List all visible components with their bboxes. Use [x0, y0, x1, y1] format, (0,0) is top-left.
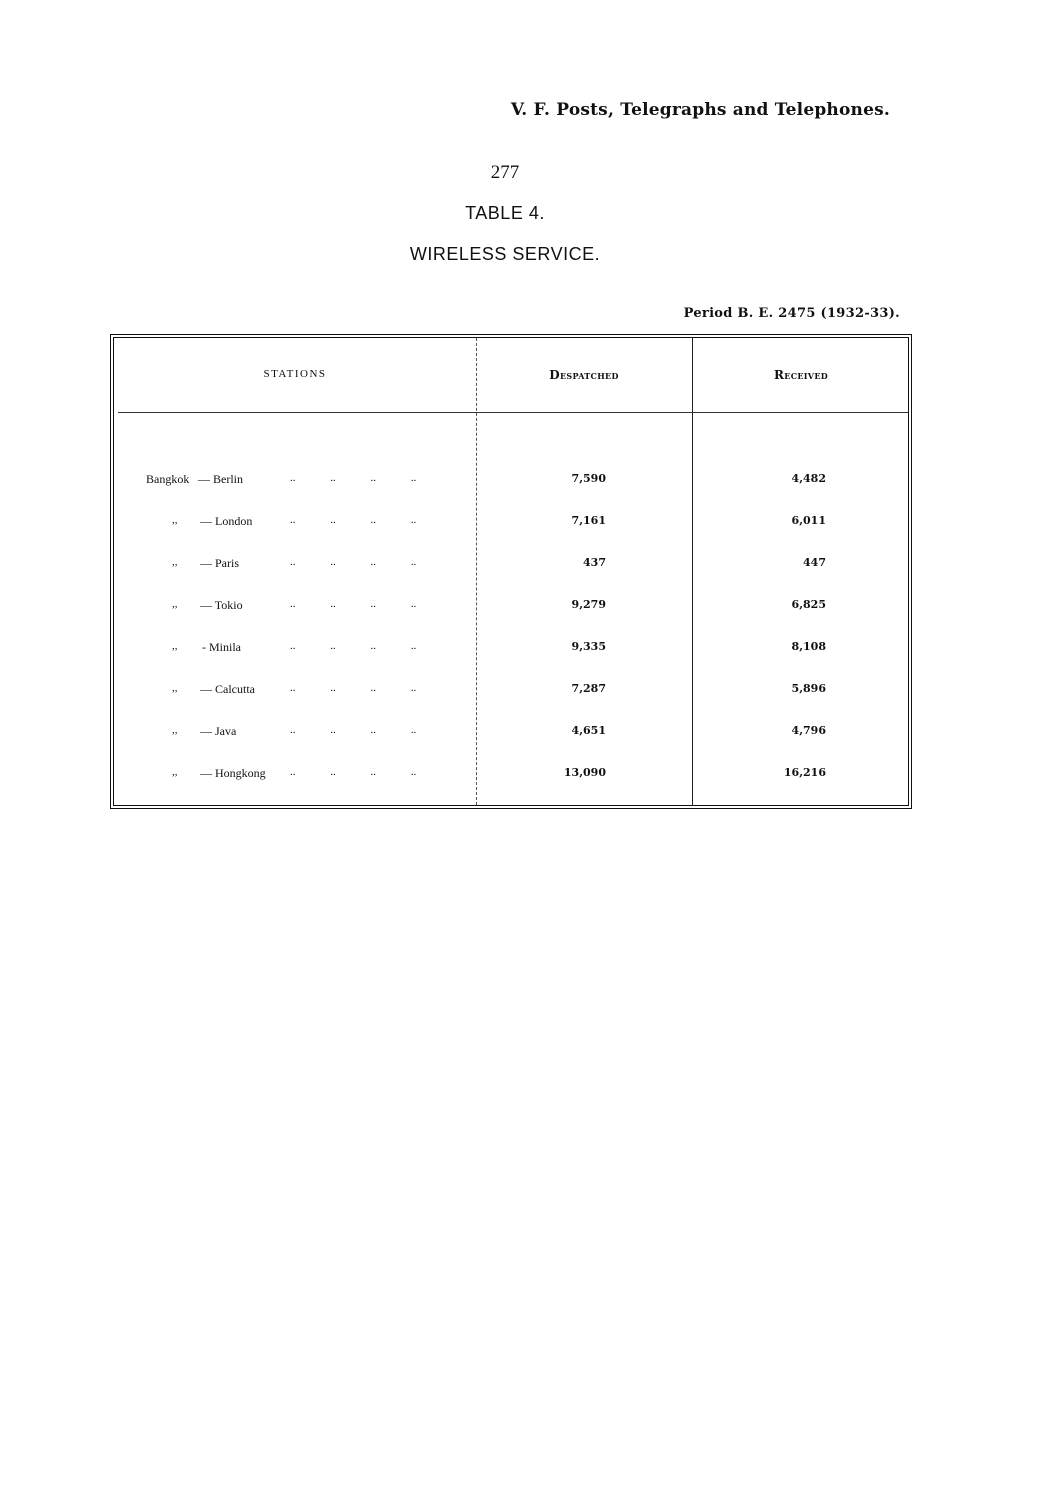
table-row	[114, 682, 908, 702]
despatched-value: 9,279	[571, 598, 606, 611]
table-row	[114, 724, 908, 744]
received-value: 6,011	[791, 514, 826, 527]
despatched-value: 13,090	[563, 766, 606, 779]
table-label: TABLE 4.	[465, 203, 545, 223]
wireless-service-table	[110, 334, 912, 809]
leader-dots: .. .. .. ..	[290, 472, 417, 484]
despatched-value: 7,287	[571, 682, 606, 695]
station-destination: - Minila	[202, 640, 241, 654]
station-destination: — Hongkong	[200, 766, 266, 780]
leader-dots: .. .. .. ..	[290, 724, 417, 736]
received-value: 8,108	[791, 640, 826, 653]
table-row	[114, 472, 908, 492]
ditto-mark: ,,	[172, 598, 178, 610]
ditto-mark: ,,	[172, 556, 178, 568]
table-row	[114, 766, 908, 786]
table-row	[114, 598, 908, 618]
station-destination: — Calcutta	[200, 682, 255, 696]
column-header-received: Received	[774, 368, 828, 382]
page-number: 277	[490, 162, 520, 183]
table-title: WIRELESS SERVICE.	[409, 244, 601, 264]
table-row	[114, 640, 908, 660]
station-origin: Bangkok	[146, 472, 190, 486]
leader-dots: .. .. .. ..	[290, 682, 417, 694]
despatched-value: 9,335	[571, 640, 606, 653]
ditto-mark: ,,	[172, 682, 178, 694]
table-row	[114, 556, 908, 576]
received-value: 4,796	[791, 724, 826, 737]
period-note: Period B. E. 2475 (1932-33).	[683, 306, 900, 321]
leader-dots: .. .. .. ..	[290, 640, 417, 652]
station-destination: — London	[200, 514, 253, 528]
column-header-despatched: Despatched	[549, 368, 619, 382]
column-header-stations: STATIONS	[263, 368, 327, 380]
despatched-value: 7,590	[571, 472, 606, 485]
ditto-mark: ,,	[172, 766, 178, 778]
received-value: 5,896	[791, 682, 826, 695]
station-destination: — Java	[200, 724, 237, 738]
station-destination: — Paris	[200, 556, 239, 570]
leader-dots: .. .. .. ..	[290, 514, 417, 526]
leader-dots: .. .. .. ..	[290, 598, 417, 610]
station-destination: — Berlin	[198, 472, 243, 486]
despatched-value: 437	[583, 556, 606, 569]
despatched-value: 4,651	[571, 724, 606, 737]
table-row	[114, 514, 908, 534]
despatched-value: 7,161	[571, 514, 606, 527]
leader-dots: .. .. .. ..	[290, 556, 417, 568]
leader-dots: .. .. .. ..	[290, 766, 417, 778]
received-value: 6,825	[791, 598, 826, 611]
received-value: 447	[803, 556, 826, 569]
ditto-mark: ,,	[172, 640, 178, 652]
section-heading: V. F. Posts, Telegraphs and Telephones.	[510, 100, 890, 120]
received-value: 16,216	[783, 766, 826, 779]
header-rule	[118, 412, 908, 413]
ditto-mark: ,,	[172, 514, 178, 526]
received-value: 4,482	[791, 472, 826, 485]
station-destination: — Tokio	[200, 598, 243, 612]
ditto-mark: ,,	[172, 724, 178, 736]
